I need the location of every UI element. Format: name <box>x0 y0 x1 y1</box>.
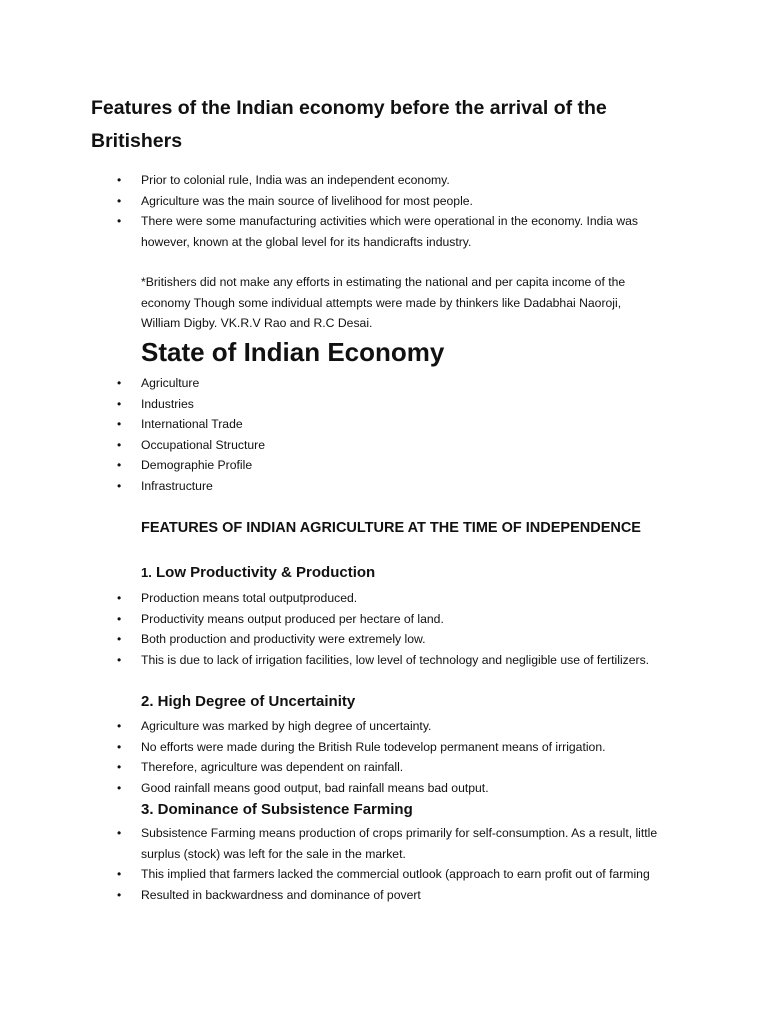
section1-list <box>0 588 701 670</box>
list-item: • Subsistence Farming means production of crops primarily for self-consumption. As a result, little surplus (stock) was left for the sale in the market. <box>0 823 681 864</box>
list-item: • Both production and productivity were extremely low. <box>0 629 681 650</box>
section3-list <box>0 823 681 905</box>
document-title: Features of the Indian economy before the arrival of the Britishers <box>91 97 607 152</box>
list-item: • Good rainfall means good output, bad rainfall means bad output. <box>0 778 681 799</box>
section2-heading: 2. High Degree of Uncertainity <box>141 693 356 710</box>
list-item: • Agriculture was the main source of livelihood for most people. <box>0 191 681 212</box>
intro-list <box>0 170 681 252</box>
section2-list <box>0 716 681 798</box>
list-item: • Productivity means output produced per hectare of land. <box>0 609 681 630</box>
list-item: • Agriculture <box>0 373 681 394</box>
state-heading: State of Indian Economy <box>141 337 445 367</box>
note-paragraph: *Britishers did not make any efforts in estimating the national and per capita income of the economy Though some individual attempts were made by thinkers like Dadabhai Naoroji, William Digby. VK.R.V Rao and R.C Desai. <box>141 275 626 331</box>
list-item: • Prior to colonial rule, India was an independent economy. <box>0 170 681 191</box>
section1-title: Low Productivity & Production <box>156 564 376 581</box>
state-list <box>0 373 681 497</box>
list-item: • No efforts were made during the British Rule todevelop permanent means of irrigation. <box>0 737 681 758</box>
list-item: • International Trade <box>0 414 681 435</box>
section3-heading: 3. Dominance of Subsistence Farming <box>141 801 413 818</box>
list-item: • There were some manufacturing activities which were operational in the economy. India was however, known at the global level for its handicrafts industry. <box>0 211 681 252</box>
list-item: • This implied that farmers lacked the commercial outlook (approach to earn profit out of farming <box>0 864 681 885</box>
list-item: • Occupational Structure <box>0 435 681 456</box>
agriculture-heading: FEATURES OF INDIAN AGRICULTURE AT THE TIME OF INDEPENDENCE <box>141 520 641 536</box>
list-item: • Production means total outputproduced. <box>0 588 681 609</box>
list-item: • Demographie Profile <box>0 455 681 476</box>
list-item: • Resulted in backwardness and dominance of povert <box>0 885 681 906</box>
list-item: • Therefore, agriculture was dependent on rainfall. <box>0 757 681 778</box>
section1-number: 1. <box>141 565 152 580</box>
section1-heading <box>141 562 375 584</box>
list-item: • Agriculture was marked by high degree of uncertainty. <box>0 716 681 737</box>
list-item: • Infrastructure <box>0 476 681 497</box>
list-item: • Industries <box>0 394 681 415</box>
list-item: • This is due to lack of irrigation facilities, low level of technology and negligible use of fertilizers. <box>0 650 701 671</box>
